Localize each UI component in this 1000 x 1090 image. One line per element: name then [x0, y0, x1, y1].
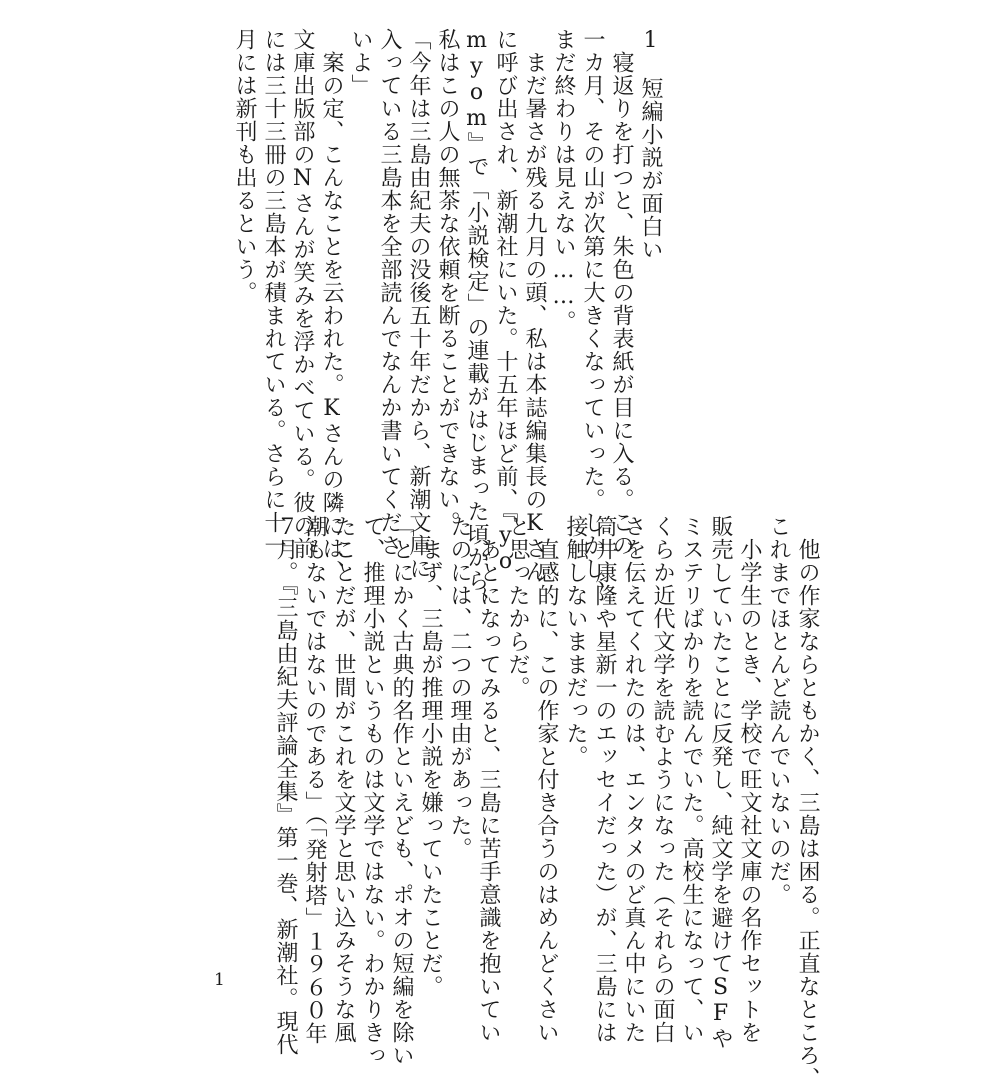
text-line: 他の作家ならともかく、三島は困る。正直なところ、: [795, 515, 820, 1090]
text-line: 販売していたことに反発し、純文学を避けてSFや: [708, 515, 733, 1050]
text-line: 私はこの人の無茶な依頼を断ることができない。: [435, 28, 460, 534]
text-line: 潮もないではないのである」（「発射塔」１９６０年: [302, 515, 327, 1045]
text-line: 接触しないままだった。: [563, 515, 588, 768]
text-line: 入っている三島本を全部読んでなんか書いてくださ: [377, 28, 402, 557]
text-line: 月には新刊も出るという。: [232, 28, 257, 304]
text-line: myom』で「小説検定」の連載がはじまった頃から、: [464, 28, 489, 615]
text-line: 小学生のとき、学校で旺文社文庫の名作セットを: [737, 515, 762, 1044]
text-line: 一カ月、その山が次第に大きくなっていった。しかし、: [580, 28, 605, 603]
text-block-bottom: [271, 515, 822, 1090]
text-line: ミステリばかりを読んでいた。高校生になって、い: [679, 515, 704, 1044]
text-line: くらか近代文学を読むようになった（それらの面白: [650, 515, 675, 1044]
text-line: に呼び出され、新潮社にいた。十五年ほど前、『yo: [493, 28, 518, 575]
text-line: さを伝えてくれたのは、エンタメのど真ん中にいた: [621, 515, 646, 1044]
text-line: て、推理小説というものは文学ではない。わかりきっ: [360, 515, 385, 1067]
text-line: 文庫出版部のNさんが笑みを浮かべている。彼の前: [290, 28, 315, 560]
text-line: これまでほとんど読んでいないのだ。: [766, 515, 791, 906]
text-line: あとになってみると、三島に苦手意識を抱いてい: [476, 515, 501, 1044]
text-line: 直感的に、この作家と付き合うのはめんどくさい: [534, 515, 559, 1044]
text-line: まだ暑さが残る九月の頭、私は本誌編集長のKさん: [522, 28, 547, 583]
text-line: ７月。『三島由紀夫評論全集』第一巻、新潮社。現代: [273, 515, 298, 1056]
text-line: まだ終わりは見えない……。: [551, 28, 576, 333]
page-number: 1: [214, 970, 225, 990]
text-line: たことだが、世間がこれを文学と思い込みそうな風: [331, 515, 356, 1044]
text-line: まず、三島が推理小説を嫌っていたことだ。: [418, 515, 443, 998]
text-line: には三十三冊の三島本が積まれている。さらに十一: [261, 28, 286, 557]
text-line: 「今年は三島由紀夫の没後五十年だから、新潮文庫に: [406, 28, 431, 580]
text-line: いよ」: [348, 28, 373, 97]
text-line: 寝返りを打つと、朱色の背表紙が目に入る。この: [609, 28, 634, 557]
text-line: 筒井康隆や星新一のエッセイだった）が、三島には: [592, 515, 617, 1044]
text-line: たのには、二つの理由があった。: [447, 515, 472, 860]
text-line: 案の定、こんなことを云われた。Kさんの隣には、: [319, 28, 344, 583]
section-heading: 1 短編小説が面白い: [638, 28, 663, 261]
text-line: と思ったからだ。: [505, 515, 530, 699]
text-line: 「とにかく古典的名作といえども、ポオの短編を除い: [389, 515, 414, 1067]
